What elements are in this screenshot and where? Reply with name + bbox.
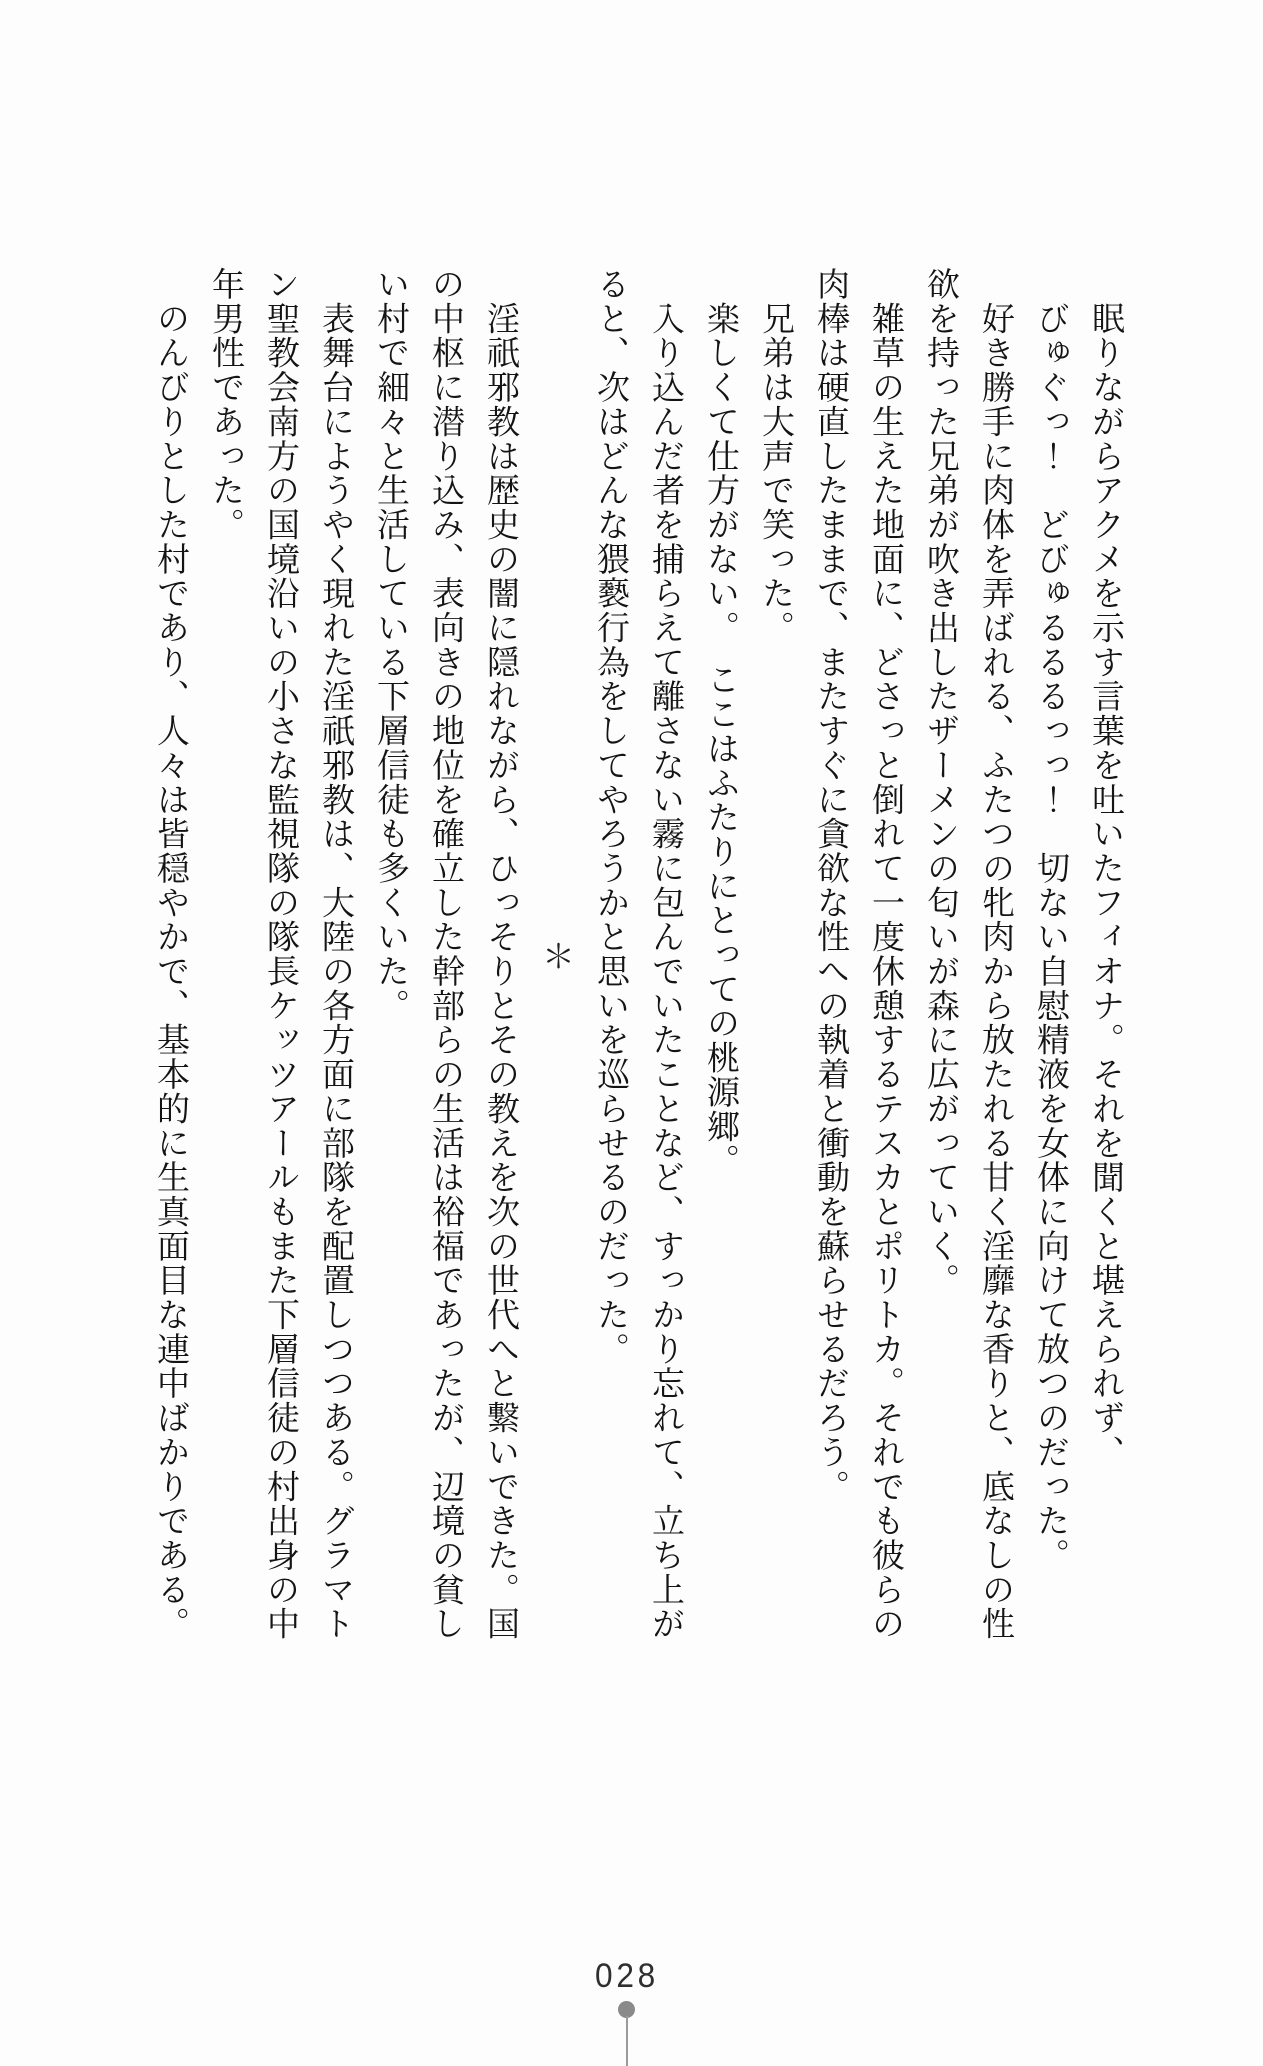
text-column: 好き勝手に肉体を弄ばれる、ふたつの牝肉から放たれる甘く淫靡な香りと、底なしの性 (977, 267, 1013, 1641)
text-column: 欲を持った兄弟が吹き出したザーメンの匂いが森に広がっていく。 (922, 267, 958, 1298)
text-column: 年男性であった。 (207, 267, 243, 542)
text-column: 淫祇邪教は歴史の闇に隠れながら、ひっそりとその教えを次の世代へと繋いできた。国 (482, 267, 518, 1641)
text-column: 雑草の生えた地面に、どさっと倒れて一度休憩するテスカとポリトカ。それでも彼らの (867, 267, 903, 1641)
text-column: 楽しくて仕方がない。 ここはふたりにとっての桃源郷。 (702, 267, 738, 1178)
text-column: 肉棒は硬直したままで、またすぐに貪欲な性への執着と衝動を蘇らせるだろう。 (812, 267, 848, 1504)
text-column: ると、次はどんな猥褻行為をしてやろうかと思いを巡らせるのだった。 (592, 267, 628, 1367)
text-column: のんびりとした村であり、人々は皆穏やかで、基本的に生真面目な連中ばかりである。 (152, 267, 188, 1641)
vertical-text-block (142, 267, 1132, 1645)
text-column: ン聖教会南方の国境沿いの小さな監視隊の隊長ケッツアールもまた下層信徒の村出身の中 (262, 267, 298, 1641)
text-column: の中枢に潜り込み、表向きの地位を確立した幹部らの生活は裕福であったが、辺境の貧し (427, 267, 463, 1641)
page-marker-line (626, 2016, 628, 2066)
page-number: 028 (595, 1957, 659, 1995)
text-column: 兄弟は大声で笑った。 (757, 267, 793, 645)
text-column: 表舞台にようやく現れた淫祇邪教は、大陸の各方面に部隊を配置しつつある。グラマト (317, 267, 353, 1641)
text-column: い村で細々と生活している下層信徒も多くいた。 (372, 267, 408, 1023)
text-column: びゅぐっ！ どびゅるるるっっ！ 切ない自慰精液を女体に向けて放つのだった。 (1032, 267, 1068, 1573)
text-column: 眠りながらアクメを示す言葉を吐いたフィオナ。それを聞くと堪えられず、 (1087, 267, 1123, 1470)
text-column: 入り込んだ者を捕らえて離さない霧に包んでいたことなど、すっかり忘れて、立ち上が (647, 267, 683, 1641)
section-divider-asterisk: ＊ (537, 938, 573, 974)
